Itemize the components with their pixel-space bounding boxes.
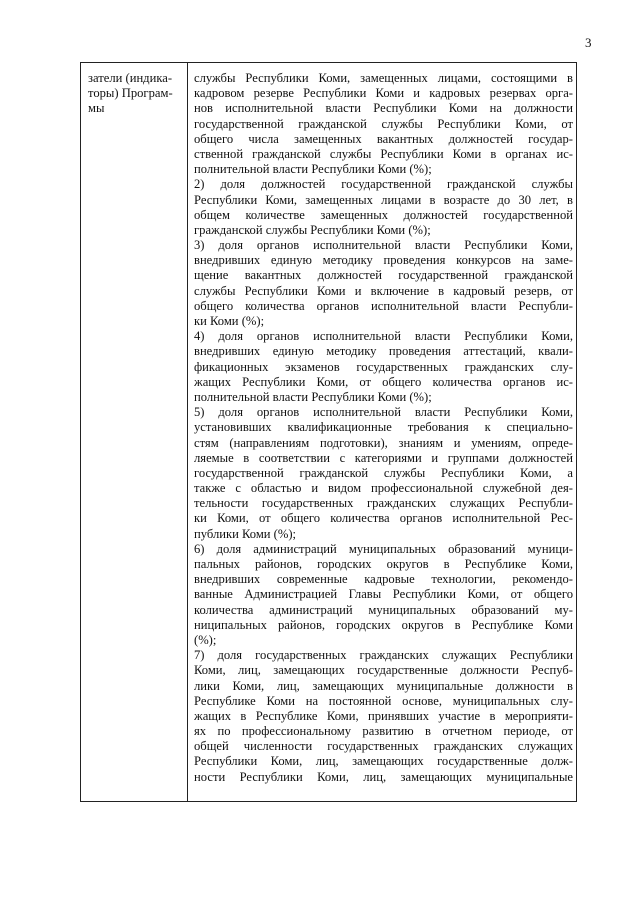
text-line: кадровом резерве Республики Коми и кадровых резервах орга- xyxy=(194,86,573,101)
text-line: общего числа замещенных вакантных должностей государ- xyxy=(194,131,573,146)
text-line: ляемые в соответствии с категориями и группами должностей xyxy=(194,450,573,465)
indicators-table xyxy=(80,62,577,802)
text-line: службы Республики Коми, замещенных лицами, состоящими в xyxy=(194,71,573,85)
text-line: стям (направлениям подготовки), знаниям и умениям, опреде- xyxy=(194,435,573,450)
text-line: установивших квалификационные требования к специально- xyxy=(194,420,573,435)
text-line: ях по профессиональному развитию в отчетном периоде, от xyxy=(194,724,573,739)
text-line: пальных районов, городских округов в Республике Коми, xyxy=(194,557,573,571)
text-line: государственной гражданской службы Республики Коми, а xyxy=(194,465,573,480)
text-line: общем количестве замещенных должностей государственной xyxy=(194,207,573,222)
text-line: внедривших единую методику проведения аттестаций, квали- xyxy=(194,344,573,359)
text-line: внедривших современные кадровые технологии, рекомендо- xyxy=(194,572,573,587)
text-line: тельности государственных гражданских служащих Республи- xyxy=(194,496,573,511)
text-line: жащих в Республике Коми, принявших участие в мероприяти- xyxy=(194,708,573,723)
text-line: службы Республики Коми и включение в кадровый резерв, от xyxy=(194,283,573,298)
text-line: 2) доля должностей государственной гражданской службы xyxy=(194,177,573,192)
text-line: общего количества органов исполнительной власти Республи- xyxy=(194,298,573,313)
text-line: внедривших единую методику проведения конкурсов на заме- xyxy=(194,253,573,268)
text-line: Республике Коми на постоянной основе, муниципальных слу- xyxy=(194,693,573,708)
page-number: 3 xyxy=(585,35,592,50)
text-line: публики Коми (%); xyxy=(194,526,297,541)
indicator-text-cell xyxy=(194,71,573,785)
text-line: 7) доля государственных гражданских служащих Республики xyxy=(194,648,573,663)
text-line: щение вакантных должностей государственной гражданской xyxy=(194,268,573,283)
column-divider xyxy=(187,63,188,801)
text-line: также с областью и видом профессиональной служебной дея- xyxy=(194,481,573,496)
text-line: нов исполнительной власти Республики Коми на должности xyxy=(194,101,573,116)
label-line: мы xyxy=(88,101,105,116)
text-line: Коми, лиц, замещающих государственные должности Респуб- xyxy=(194,663,573,678)
text-line: ственной гражданской службы Республики Коми в органах ис- xyxy=(194,146,573,161)
text-line: ки Коми (%); xyxy=(194,314,265,328)
text-line: ки Коми, от общего количества органов исполнительной Рес- xyxy=(194,511,573,526)
text-line: 3) доля органов исполнительной власти Республики Коми, xyxy=(194,238,573,253)
text-line: полнительной власти Республики Коми (%); xyxy=(194,162,432,177)
text-line: Республики Коми, лиц, замещающих государственные долж- xyxy=(194,754,573,769)
text-line: ниципальных районов, городских округов в Республике Коми xyxy=(194,617,573,632)
text-line: полнительной власти Республики Коми (%); xyxy=(194,389,432,404)
text-line: 6) доля администраций муниципальных образований муници- xyxy=(194,541,573,556)
text-line: (%); xyxy=(194,632,217,647)
text-line: жащих Республики Коми, от общего количества органов ис- xyxy=(194,374,573,389)
indicator-label-cell xyxy=(88,71,184,117)
text-line: государственной гражданской службы Республики Коми, от xyxy=(194,116,573,131)
text-line: 5) доля органов исполнительной власти Республики Коми, xyxy=(194,405,573,420)
text-line: общей численности государственных гражданских служащих xyxy=(194,739,573,754)
label-line: затели (индика- xyxy=(88,71,173,85)
text-line: гражданской службы Республики Коми (%); xyxy=(194,222,431,237)
text-line: фикационных экзаменов государственных гражданских слу- xyxy=(194,359,573,374)
text-line: лики Коми, лиц, замещающих муниципальные должности в xyxy=(194,678,573,693)
text-line: количества администраций муниципальных образований му- xyxy=(194,602,573,617)
text-line: Республики Коми, замещенных лицами в возрасте до 30 лет, в xyxy=(194,192,573,207)
text-line: ванные Администрацией Главы Республики Коми, от общего xyxy=(194,587,573,602)
label-line: торы) Програм- xyxy=(88,86,173,101)
text-line: 4) доля органов исполнительной власти Республики Коми, xyxy=(194,329,573,344)
text-line: ности Республики Коми, лиц, замещающих муниципальные xyxy=(194,769,573,784)
